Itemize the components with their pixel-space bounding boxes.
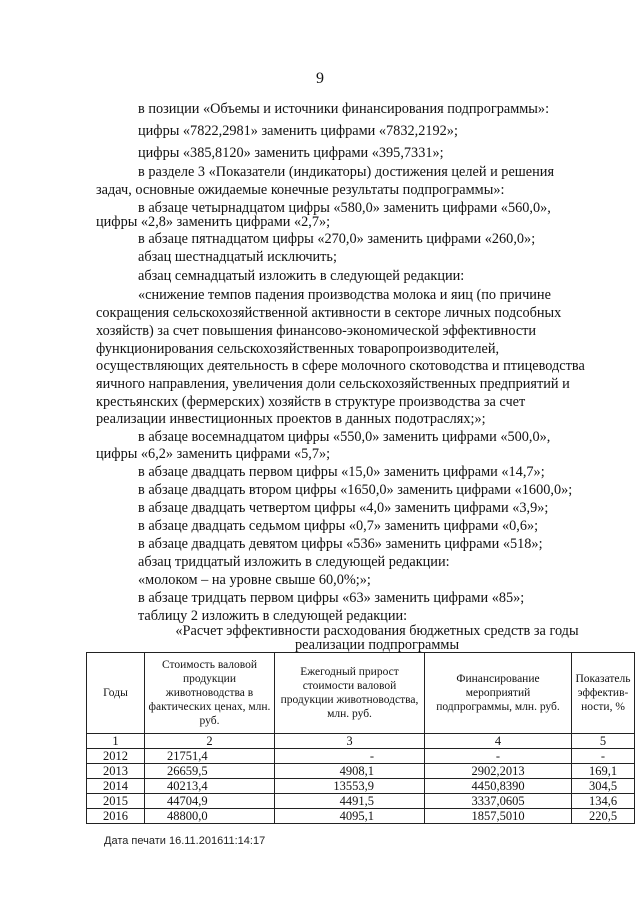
text-line: реализации инвестиционных проектов в данных подотраслях;»; — [96, 411, 486, 427]
page-number: 9 — [316, 70, 324, 87]
print-date-footer: Дата печати 16.11.201611:14:17 — [104, 835, 266, 847]
cell-funding: 4450,8390 — [425, 779, 572, 794]
cell-year: 2015 — [87, 794, 145, 809]
text-line: абзац шестнадцатый исключить; — [138, 249, 337, 265]
cell-growth: 4908,1 — [275, 764, 425, 779]
index-cell: 4 — [425, 734, 572, 749]
text-line: «молоком – на уровне свыше 60,0%;»; — [138, 572, 371, 588]
text-line: в абзаце двадцать втором цифры «1650,0» заменить цифрами «1600,0»; — [138, 482, 573, 498]
cell-gross-value: 26659,5 — [145, 764, 275, 779]
text-line: в абзаце тридцать первом цифры «63» заменить цифрами «85»; — [138, 590, 525, 606]
header-gross-value: Стоимость валовой продукции животноводства в фактических ценах, млн. руб. — [145, 653, 275, 734]
text-line: в абзаце четырнадцатом цифры «580,0» заменить цифрами «560,0», — [138, 200, 551, 216]
text-line: цифры «7822,2981» заменить цифрами «7832,2192»; — [138, 123, 458, 139]
text-line: в абзаце восемнадцатом цифры «550,0» заменить цифрами «500,0», — [138, 429, 551, 445]
index-cell: 2 — [145, 734, 275, 749]
text-line: осуществляющих деятельность в сфере молочного скотоводства и птицеводства — [96, 358, 585, 374]
table-row — [87, 794, 635, 809]
cell-growth: 13553,9 — [275, 779, 425, 794]
cell-gross-value: 44704,9 — [145, 794, 275, 809]
cell-efficiency: - — [572, 749, 635, 764]
header-funding: Финансирование мероприятий подпрограммы, млн. руб. — [425, 653, 572, 734]
cell-gross-value: 40213,4 — [145, 779, 275, 794]
index-cell: 1 — [87, 734, 145, 749]
cell-year: 2012 — [87, 749, 145, 764]
text-line: в позиции «Объемы и источники финансирования подпрограммы»: — [138, 101, 550, 117]
table-title-line: реализации подпрограммы — [294, 637, 460, 653]
text-line: в разделе 3 «Показатели (индикаторы) достижения целей и решения — [138, 164, 555, 180]
text-line: в абзаце двадцать седьмом цифры «0,7» заменить цифрами «0,6»; — [138, 518, 539, 534]
cell-efficiency: 134,6 — [572, 794, 635, 809]
cell-efficiency: 220,5 — [572, 809, 635, 824]
text-line: абзац семнадцатый изложить в следующей редакции: — [138, 268, 465, 284]
text-line: яичного направления, увеличения доли сельскохозяйственных предприятий и — [96, 376, 570, 392]
header-years: Годы — [87, 653, 145, 734]
efficiency-table — [86, 652, 635, 824]
text-line: функционирования сельскохозяйственных товаропроизводителей, — [96, 341, 500, 357]
table-header-row — [87, 653, 635, 734]
cell-funding: 3337,0605 — [425, 794, 572, 809]
text-line: в абзаце пятнадцатом цифры «270,0» заменить цифрами «260,0»; — [138, 231, 536, 247]
cell-funding: 1857,5010 — [425, 809, 572, 824]
text-line: цифры «2,8» заменить цифрами «2,7»; — [96, 214, 331, 230]
table-row — [87, 809, 635, 824]
cell-gross-value: 21751,4 — [145, 749, 275, 764]
cell-efficiency: 169,1 — [572, 764, 635, 779]
cell-funding: 2902,2013 — [425, 764, 572, 779]
text-line: в абзаце двадцать девятом цифры «536» заменить цифрами «518»; — [138, 536, 543, 552]
table-row — [87, 749, 635, 764]
text-line: в абзаце двадцать первом цифры «15,0» заменить цифрами «14,7»; — [138, 464, 545, 480]
cell-growth: 4491,5 — [275, 794, 425, 809]
table-row — [87, 779, 635, 794]
index-cell: 5 — [572, 734, 635, 749]
cell-growth: - — [275, 749, 425, 764]
table-title-line: «Расчет эффективности расходования бюджетных средств за годы — [175, 623, 579, 639]
table-title — [152, 623, 602, 654]
text-line: крестьянских (фермерских) хозяйств в структуре производства за счет — [96, 394, 526, 410]
table-index-row — [87, 734, 635, 749]
cell-efficiency: 304,5 — [572, 779, 635, 794]
cell-year: 2014 — [87, 779, 145, 794]
text-line: в абзаце двадцать четвертом цифры «4,0» заменить цифрами «3,9»; — [138, 500, 549, 516]
cell-year: 2013 — [87, 764, 145, 779]
text-line: задач, основные ожидаемые конечные результаты подпрограммы»: — [96, 182, 505, 198]
cell-funding: - — [425, 749, 572, 764]
header-efficiency: Показатель эффектив-ности, % — [572, 653, 635, 734]
text-line: цифры «6,2» заменить цифрами «5,7»; — [96, 446, 331, 462]
text-line: цифры «385,8120» заменить цифрами «395,7331»; — [138, 145, 444, 161]
cell-year: 2016 — [87, 809, 145, 824]
text-line: сокращения сельскохозяйственной активности в секторе личных подсобных — [96, 305, 562, 321]
text-line: абзац тридцатый изложить в следующей редакции: — [138, 554, 450, 570]
index-cell: 3 — [275, 734, 425, 749]
cell-gross-value: 48800,0 — [145, 809, 275, 824]
text-line: таблицу 2 изложить в следующей редакции: — [138, 608, 408, 624]
table-row — [87, 764, 635, 779]
cell-growth: 4095,1 — [275, 809, 425, 824]
text-line: «снижение темпов падения производства молока и яиц (по причине — [138, 287, 551, 303]
header-annual-growth: Ежегодный прирост стоимости валовой продукции животноводства, млн. руб. — [275, 653, 425, 734]
text-line: хозяйств) за счет повышения финансово-экономической эффективности — [96, 323, 537, 339]
